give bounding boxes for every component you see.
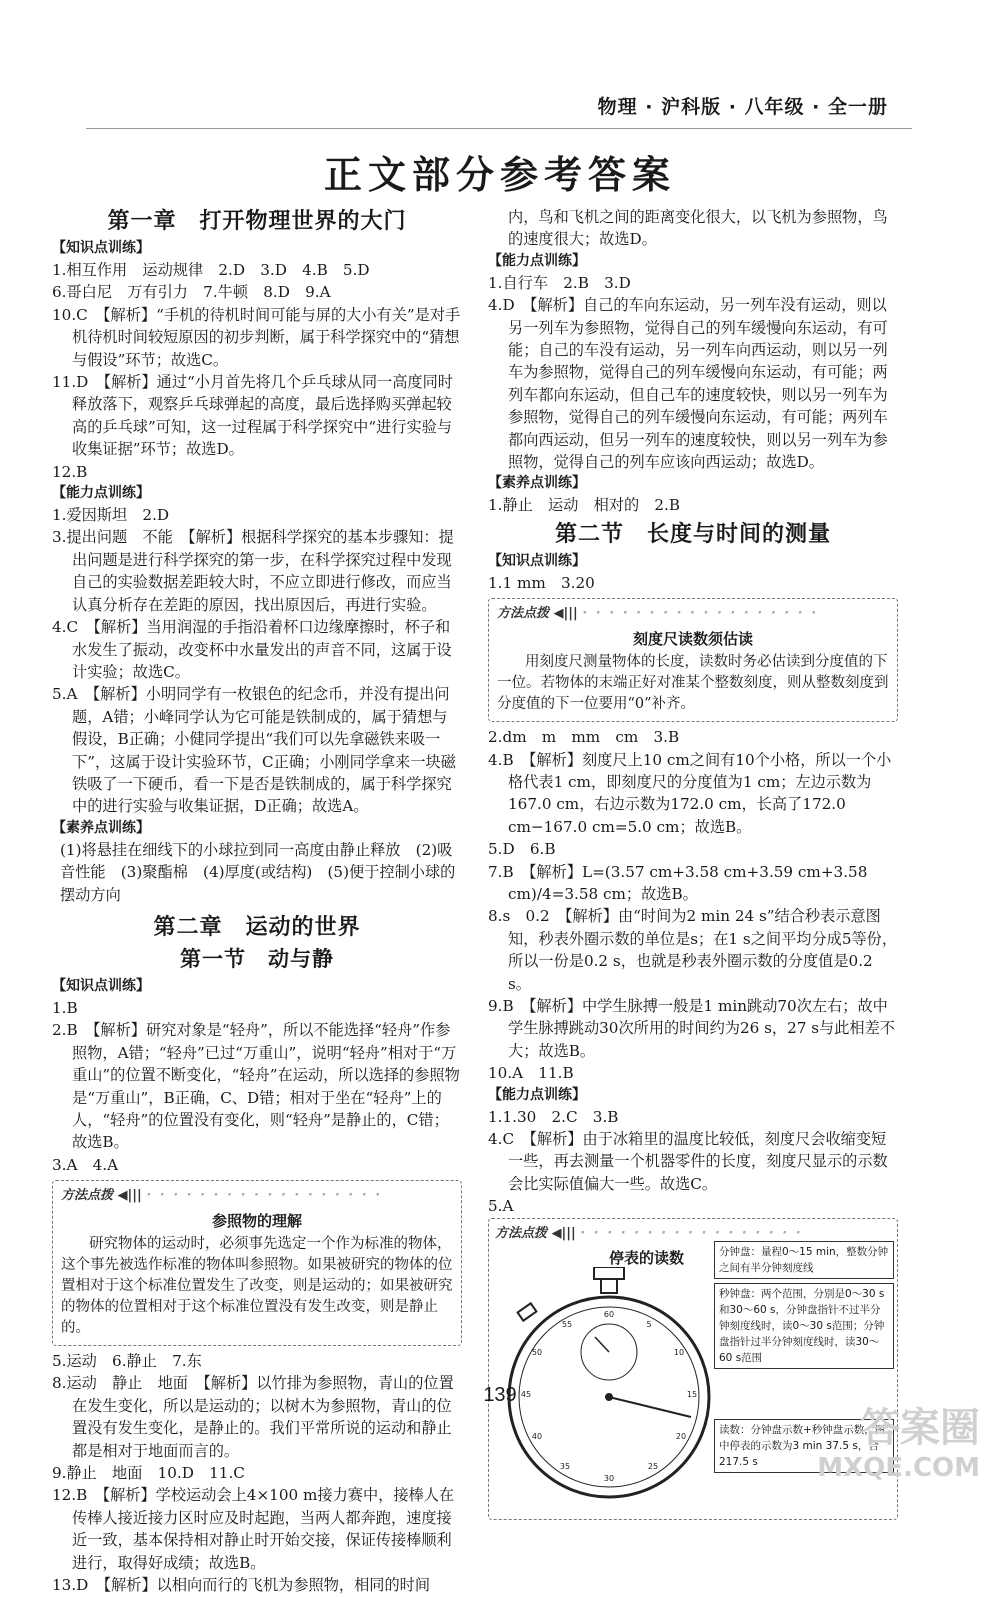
stopwatch-note-reading: 读数：分钟盘示数+秒钟盘示数，图中停表的示数为3 min 37.5 s，合217.5 s xyxy=(714,1419,894,1473)
stopwatch-note-minute: 分钟盘：量程0～15 min，整数分钟之间有半分钟刻度线 xyxy=(714,1241,894,1279)
svg-text:5: 5 xyxy=(646,1319,652,1329)
svg-text:15: 15 xyxy=(686,1389,698,1399)
literacy-training-tag: 【素养点训练】 xyxy=(488,475,586,492)
svg-text:30: 30 xyxy=(603,1473,615,1483)
answer-line: 6.哥白尼 万有引力 7.牛顿 8.D 9.A xyxy=(52,283,331,302)
knowledge-training-tag: 【知识点训练】 xyxy=(488,552,586,569)
answer-line: 13.D 【解析】以相向而行的飞机为参照物，相同的时间 xyxy=(52,1576,431,1595)
method-title: 刻度尺读数须估读 xyxy=(632,629,753,648)
svg-text:50: 50 xyxy=(531,1347,543,1357)
answer-line: 1.静止 运动 相对的 2.B xyxy=(488,496,681,515)
svg-text:45: 45 xyxy=(520,1389,532,1399)
answer-line: 4.D 【解析】自己的车向东运动，另一列车没有运动，则以另一列车为参照物，觉得自己的列车缓慢向东运动，有可能；自己的车没有运动，另一列车向西运动，则以另一列车为参照物，觉得自己的列车缓慢向东运动，有可能；两列车都向东运动，但自己车的速度较快，则以另一列车为参照物，觉得自己的列车缓慢向东运动，有可能；两列车都向西运动，但另一列车的速度较快，则以另一列车为参照物，觉得自己的列车应该向西运动；故选D。 xyxy=(488,296,888,472)
header-divider xyxy=(86,128,912,129)
svg-text:55: 55 xyxy=(561,1319,573,1329)
svg-text:10: 10 xyxy=(673,1347,685,1357)
answer-line: 2.dm m mm cm 3.B xyxy=(488,728,680,747)
answer-line: 1.自行车 2.B 3.D xyxy=(488,273,631,292)
method-box xyxy=(488,598,898,722)
speaker-icon: ◀||| xyxy=(553,606,578,622)
answer-line: 9.静止 地面 10.D 11.C xyxy=(52,1464,245,1483)
speaker-icon: ◀||| xyxy=(551,1225,576,1241)
svg-text:60: 60 xyxy=(603,1309,615,1319)
book-info: 物理 · 沪科版 · 八年级 · 全一册 xyxy=(597,96,888,118)
chapter-2-heading: 第二章 运动的世界 xyxy=(153,913,361,940)
answer-line: 1.B xyxy=(52,998,78,1017)
speaker-icon: ◀||| xyxy=(117,1188,142,1204)
method-label: 方法点拨 ◀||| · · · · · · · · · · · · · · · · · xyxy=(495,1225,803,1241)
answer-line: 1.1.30 2.C 3.B xyxy=(488,1107,619,1126)
answer-line: 4.C 【解析】当用润湿的手指沿着杯口边缘摩擦时，杯子和水发生了振动，改变杯中水量发出的声音不同，这属于设计实验；故选C。 xyxy=(52,618,452,681)
svg-text:25: 25 xyxy=(647,1461,659,1471)
answer-line: 3.提出问题 不能 【解析】根据科学探究的基本步骤知：提出问题是进行科学探究的第一步，在科学探究过程中发现自己的实验数据差距较大时，不应立即进行修改，而应当认真分析存在差距的原因，找出原因后，再进行实验。 xyxy=(52,528,454,614)
svg-text:40: 40 xyxy=(531,1431,543,1441)
answer-line: 1.相互作用 运动规律 2.D 3.D 4.B 5.D xyxy=(52,261,370,279)
page-title: 正文部分参考答案 xyxy=(323,152,676,197)
knowledge-training-tag: 【知识点训练】 xyxy=(52,240,150,256)
answer-line: 3.A 4.A xyxy=(52,1155,119,1174)
answer-line: 8.s 0.2 【解析】由“时间为2 min 24 s”结合秒表示意图知，秒表外圈示数的单位是s；在1 s之间平均分成5等份，所以一份是0.2 s，也就是秒表外圈示数的分度值是0.2 s。 xyxy=(488,907,898,993)
chapter-1-heading: 第一章 打开物理世界的大门 xyxy=(107,208,407,234)
answer-line: 4.C 【解析】由于冰箱里的温度比较低，刻度尺会收缩变短一些，再去测量一个机器零件的长度，刻度尺显示的示数会比实际值偏大一些。故选C。 xyxy=(488,1130,888,1193)
method-box xyxy=(52,1180,462,1346)
method-title: 参照物的理解 xyxy=(211,1211,302,1230)
answer-line: 4.B 【解析】刻度尺上10 cm之间有10个小格，所以一个小格代表1 cm，即刻度尺的分度值为1 cm；左边示数为167.0 cm，右边示数为172.0 cm，长高了172.0 cm−167.0 cm=5.0 cm；故选B。 xyxy=(488,750,892,836)
right-column xyxy=(488,206,898,1520)
method-label: 方法点拨 ◀||| · · · · · · · · · · · · · · · · · · xyxy=(497,606,819,622)
section-1-heading: 第一节 动与静 xyxy=(180,945,334,971)
answer-line: 5.D 6.B xyxy=(488,840,556,859)
section-2-heading: 第二节 长度与时间的测量 xyxy=(554,520,831,547)
method-text: 研究物体的运动时，必须事先选定一个作为标准的物体，这个事先被选作标准的物体叫参照物。如果被研究的物体的位置相对于这个标准位置发生了改变，则是运动的；如果被研究的物体的位置相对于这个标准位置没有发生改变，则是静止的。 xyxy=(61,1236,453,1337)
answer-line: 8.运动 静止 地面 【解析】以竹排为参照物，青山的位置在发生变化，所以是运动的；以树木为参照物，青山的位置没有发生变化，是静止的。我们平常所说的运动和静止都是相对于地面而言的。 xyxy=(52,1374,454,1460)
answer-line: 10.A 11.B xyxy=(488,1064,574,1083)
answer-line: 12.B xyxy=(52,462,88,481)
watermark-logo: 答案圈 MXQE.COM xyxy=(780,1396,980,1506)
method-title: 停表的读数 xyxy=(609,1248,685,1267)
answer-line: 7.B 【解析】L=(3.57 cm+3.58 cm+3.59 cm+3.58 cm)/4=3.58 cm；故选B。 xyxy=(488,862,868,903)
watermark-glyph-icon: 答案圈 xyxy=(860,1405,980,1451)
answer-line: 11.D 【解析】通过“小月首先将几个乒乓球从同一高度同时释放落下，观察乒乓球弹起的高度，最后选择购买弹起较高的乒乓球”可知，这一过程属于科学探究中“进行实验与收集证据”环节；故选D。 xyxy=(52,373,453,459)
answer-line: 5.运动 6.静止 7.东 xyxy=(52,1352,202,1371)
svg-text:35: 35 xyxy=(559,1461,571,1471)
svg-text:20: 20 xyxy=(675,1431,687,1441)
answer-line: 1.1 mm 3.20 xyxy=(488,573,595,592)
answer-line: 5.A xyxy=(488,1197,514,1216)
answer-line: 5.A 【解析】小明同学有一枚银色的纪念币，并没有提出问题，A错；小峰同学认为它可能是铁制成的，属于猜想与假设，B正确；小健同学提出“我们可以先拿磁铁来吸一下”，这属于设计实验环节，C正确；小刚同学拿来一块磁铁吸了一下硬币，看一下是否是铁制成的，属于科学探究中的进行实验与收集证据，D正确；故选A。 xyxy=(52,685,456,816)
answer-line: 2.B 【解析】研究对象是“轻舟”，所以不能选择“轻舟”作参照物，A错；“轻舟”已过“万重山”，说明“轻舟”相对于“万重山”的位置不断变化，“轻舟”在运动，所以选择的参照物是“万重山”，B正确，C、D错；相对于坐在“轻舟”上的人，“轻舟”的位置没有变化，则“轻舟”是静止的，C错；故选B。 xyxy=(52,1021,460,1152)
ability-training-tag: 【能力点训练】 xyxy=(488,1086,586,1103)
answer-line: 10.C 【解析】“手机的待机时间可能与屏的大小有关”是对手机待机时间较短原因的初步判断，属于科学探究中的“猜想与假设”环节；故选C。 xyxy=(52,305,461,369)
ability-training-tag: 【能力点训练】 xyxy=(488,252,586,269)
ability-training-tag: 【能力点训练】 xyxy=(52,485,150,502)
answer-line: 12.B 【解析】学校运动会上4×100 m接力赛中，接棒人在传棒人接近接力区时应及时起跑，当两人都奔跑，速度接近一致，基本保持相对静止时开始交接，保证传接棒顺利进行，取得好成绩；故选B。 xyxy=(52,1486,455,1572)
method-text: 用刻度尺测量物体的长度，读数时务必估读到分度值的下一位。若物体的末端正好对准某个整数刻度，则从整数刻度到分度值的下一位要用“0”补齐。 xyxy=(497,654,889,713)
stopwatch-note-second: 秒钟盘：两个范围，分别是0～30 s和30～60 s，分钟盘指针不过半分钟刻度线时，读0～30 s范围；分钟盘指针过半分钟刻度线时，读30～60 s范围 xyxy=(714,1283,894,1369)
answer-line: 内，鸟和飞机之间的距离变化很大，以飞机为参照物，鸟的速度很大；故选D。 xyxy=(508,208,888,249)
answer-line: 1.爱因斯坦 2.D xyxy=(52,506,170,525)
knowledge-training-tag: 【知识点训练】 xyxy=(52,977,150,994)
answer-line: 9.B 【解析】中学生脉搏一般是1 min跳动70次左右；故中学生脉搏跳动30次所用的时间约为26 s，27 s与此相差不大；故选B。 xyxy=(488,996,895,1060)
literacy-training-tag: 【素养点训练】 xyxy=(52,819,150,836)
method-label: 方法点拨 ◀||| · · · · · · · · · · · · · · · · · · xyxy=(61,1188,383,1204)
answer-line: (1)将悬挂在细线下的小球拉到同一高度由静止释放 (2)吸音性能 (3)聚酯棉 (4)厚度(或结构) (5)便于控制小球的摆动方向 xyxy=(60,840,456,904)
page-number: 139 xyxy=(483,1384,517,1406)
